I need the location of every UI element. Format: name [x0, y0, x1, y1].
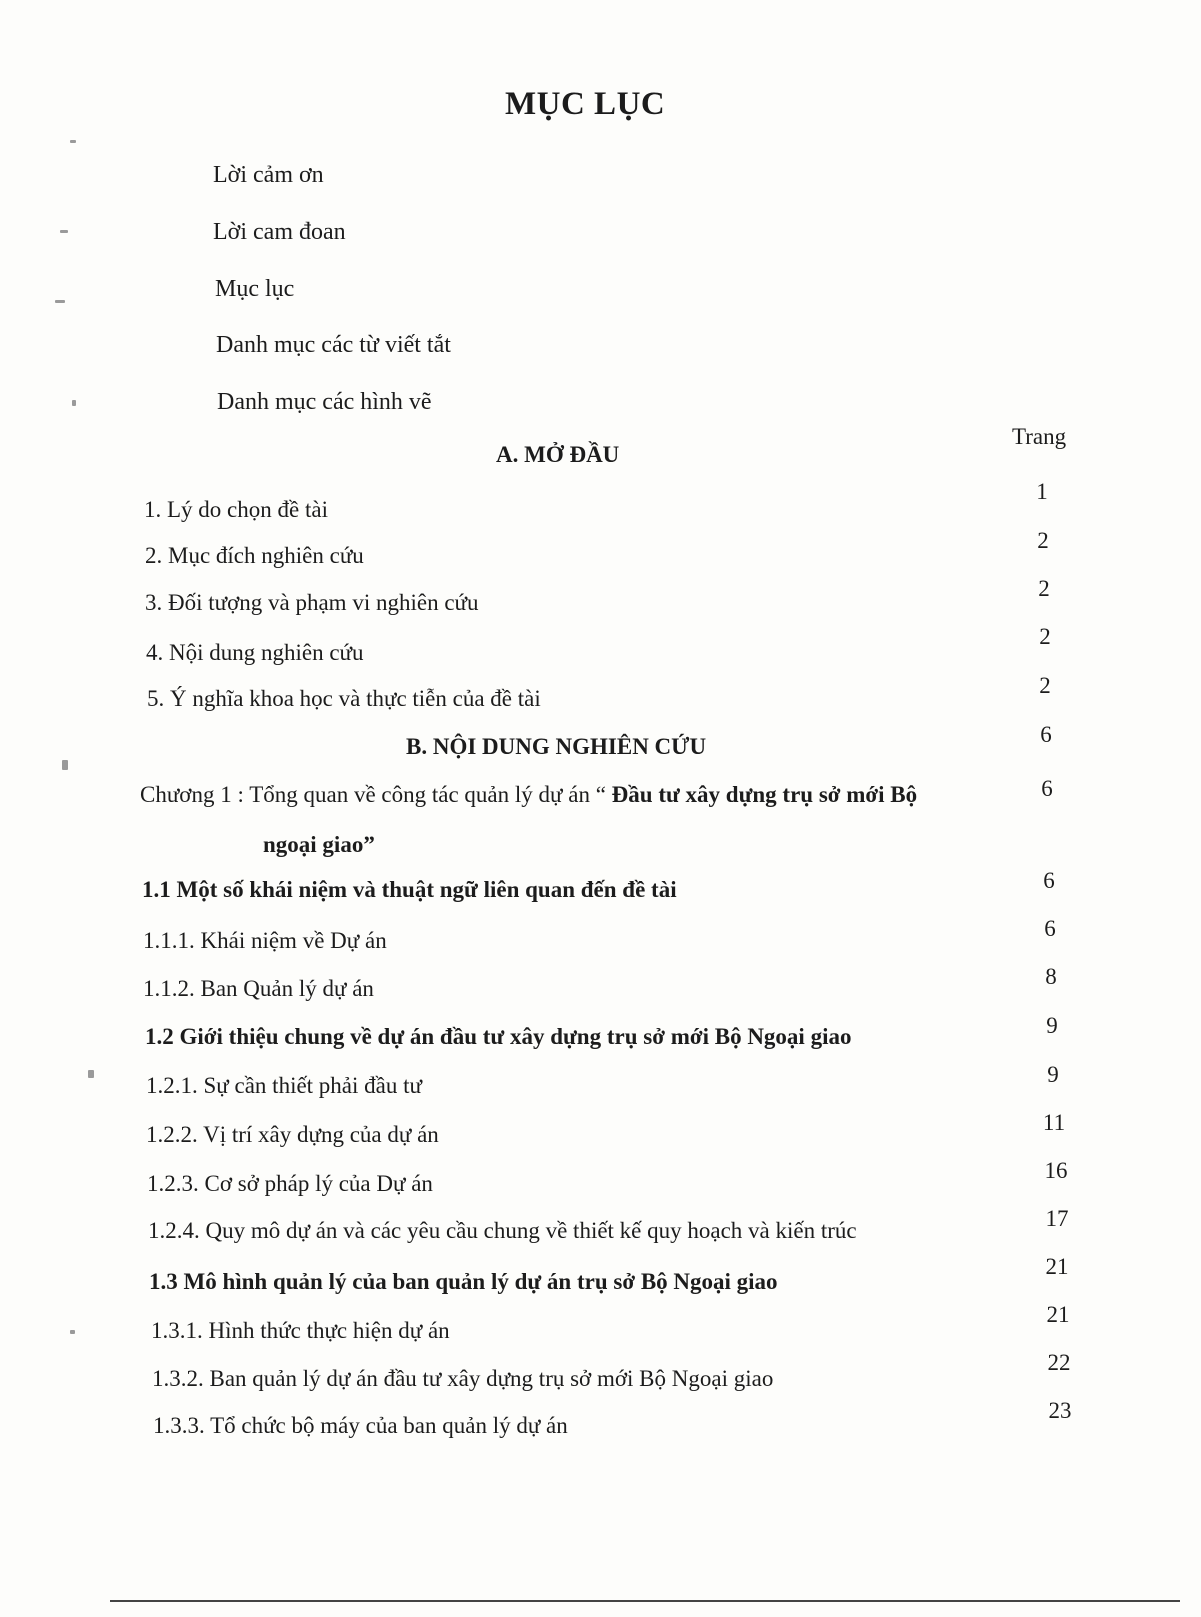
page-number: 2: [1039, 624, 1051, 649]
page-number: 2: [1039, 673, 1051, 698]
scan-speck: [70, 1330, 75, 1334]
scan-speck: [88, 1070, 94, 1078]
scan-speck: [55, 300, 65, 303]
page-number: 1: [1036, 479, 1048, 504]
front-matter-item: Mục lục: [215, 276, 295, 302]
toc-entry: 1.1.2. Ban Quản lý dự án: [143, 976, 374, 1001]
page-number: 6: [1044, 916, 1056, 941]
page-number: 9: [1047, 1062, 1059, 1087]
section-heading: A. MỞ ĐẦU: [496, 442, 620, 467]
toc-entry: 1.2.3. Cơ sở pháp lý của Dự án: [147, 1171, 433, 1196]
page-number: 23: [1048, 1398, 1072, 1423]
chapter-title: Đầu tư xây dựng trụ sở mới Bộ: [611, 782, 918, 807]
toc-entry: 1.3.3. Tổ chức bộ máy của ban quản lý dự án: [153, 1413, 568, 1438]
page-number: 11: [1042, 1110, 1066, 1135]
toc-entry: 1.3 Mô hình quản lý của ban quản lý dự án trụ sở Bộ Ngoại giao: [149, 1269, 778, 1294]
page-number: 6: [1043, 868, 1055, 893]
front-matter-item: Lời cam đoan: [213, 219, 346, 245]
scan-speck: [70, 140, 76, 143]
chapter-title-continued: ngoại giao”: [263, 832, 375, 857]
page-number: 8: [1045, 964, 1057, 989]
toc-entry: 1.2.2. Vị trí xây dựng của dự án: [146, 1122, 439, 1147]
toc-entry: 4. Nội dung nghiên cứu: [146, 640, 364, 665]
toc-entry: 5. Ý nghĩa khoa học và thực tiễn của đề tài: [147, 686, 541, 711]
toc-entry: 1.2.1. Sự cần thiết phải đầu tư: [146, 1073, 422, 1098]
chapter-entry: [140, 782, 917, 808]
page-column-header: Trang: [1012, 424, 1067, 449]
toc-entry: 1.2.4. Quy mô dự án và các yêu cầu chung về thiết kế quy hoạch và kiến trúc: [148, 1218, 857, 1243]
scan-speck: [72, 400, 76, 406]
front-matter-item: Danh mục các hình vẽ: [217, 389, 432, 415]
toc-entry: 1.1 Một số khái niệm và thuật ngữ liên quan đến đề tài: [142, 877, 677, 902]
page-number: 21: [1045, 1254, 1069, 1279]
page-number: 17: [1045, 1206, 1069, 1231]
scan-speck: [62, 760, 68, 770]
scan-speck: [60, 230, 68, 233]
front-matter-item: Lời cảm ơn: [213, 162, 324, 188]
toc-entry: 1.2 Giới thiệu chung về dự án đầu tư xây dựng trụ sở mới Bộ Ngoại giao: [145, 1024, 852, 1049]
page-bottom-rule: [110, 1600, 1180, 1602]
page-number: 6: [1040, 722, 1052, 747]
page-number: 16: [1044, 1158, 1068, 1183]
toc-entry: 1. Lý do chọn đề tài: [144, 497, 328, 522]
toc-entry: 2. Mục đích nghiên cứu: [145, 543, 364, 568]
page-number: 21: [1046, 1302, 1070, 1327]
front-matter-item: Danh mục các từ viết tắt: [216, 332, 451, 358]
toc-entry: 1.3.2. Ban quản lý dự án đầu tư xây dựng trụ sở mới Bộ Ngoại giao: [152, 1366, 774, 1391]
toc-entry: 3. Đối tượng và phạm vi nghiên cứu: [145, 590, 479, 615]
toc-entry: 1.3.1. Hình thức thực hiện dự án: [151, 1318, 450, 1343]
page-title: MỤC LỤC: [505, 86, 666, 122]
page-number: 2: [1037, 528, 1049, 553]
chapter-prefix: Chương 1 : Tổng quan về công tác quản lý dự án “: [140, 782, 612, 807]
page-number: 2: [1038, 576, 1050, 601]
page-number: 6: [1041, 776, 1053, 801]
page-number: 22: [1047, 1350, 1071, 1375]
section-heading: B. NỘI DUNG NGHIÊN CỨU: [406, 734, 707, 759]
toc-entry: 1.1.1. Khái niệm về Dự án: [143, 928, 387, 953]
page-number: 9: [1046, 1013, 1058, 1038]
